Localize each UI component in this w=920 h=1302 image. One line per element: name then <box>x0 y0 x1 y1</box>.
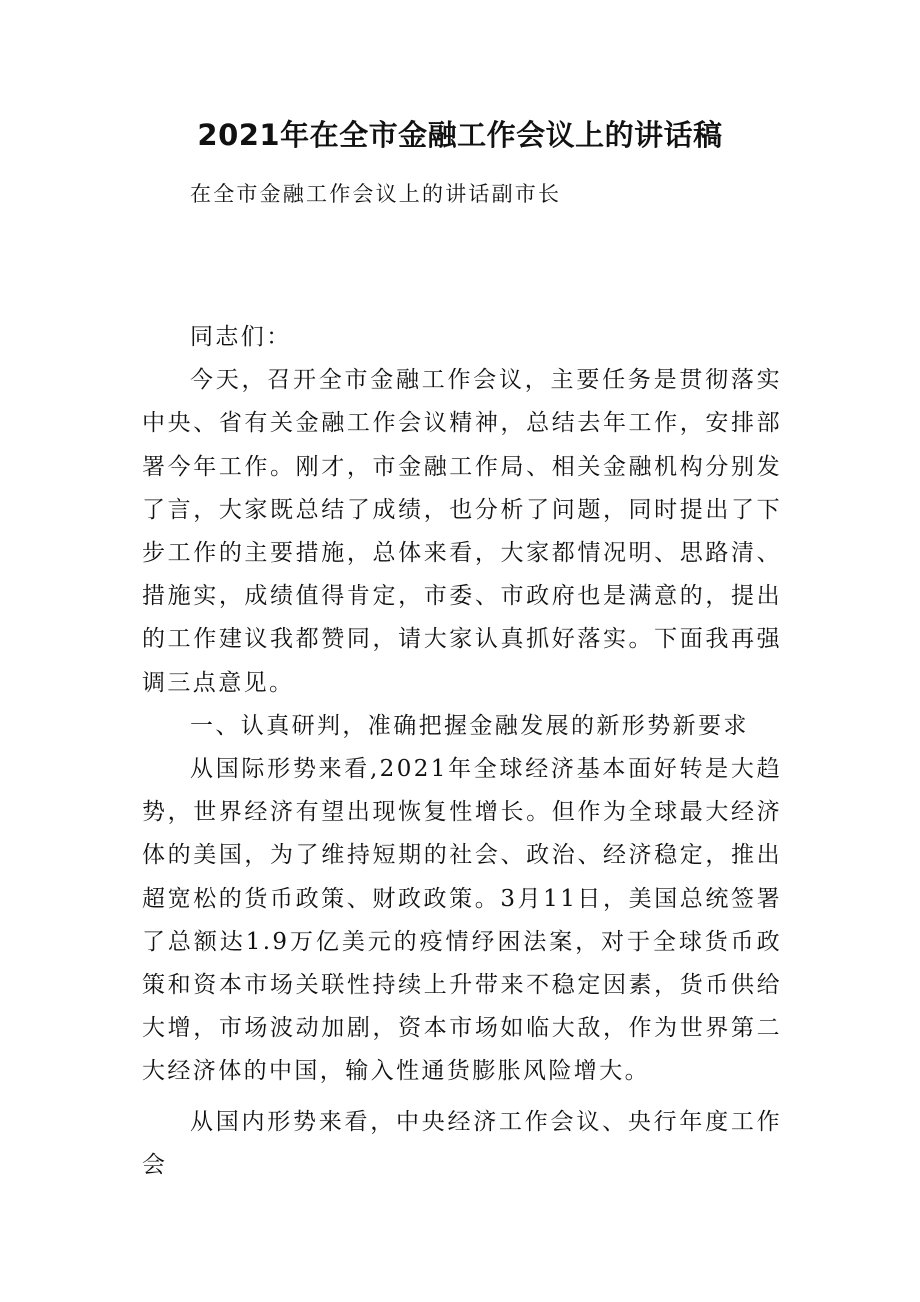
paragraph-salutation: 同志们： <box>190 324 292 350</box>
paragraph-intro: 今天，召开全市金融工作会议，主要任务是贯彻落实中央、省有关金融工作会议精神，总结去年工作，安排部署今年工作。刚才，市金融工作局、相关金融机构分别发了言，大家既总结了成绩，也分析了问题，同时提出了下步工作的主要措施，总体来看，大家都情况明、思路清、措施实，成绩值得肯定，市委、市政府也是满意的，提出的工作建议我都赞同，请大家认真抓好落实。下面我再强调三点意见。 <box>142 367 782 696</box>
document-title: 2021年在全市金融工作会议上的讲话稿 <box>197 118 723 152</box>
document-body <box>142 316 782 1187</box>
paragraph-international: 从国际形势来看,2021年全球经济基本面好转是大趋势，世界经济有望出现恢复性增长。但作为全球最大经济体的美国，为了维持短期的社会、政治、经济稳定，推出超宽松的货币政策、财政政策。3月11日，美国总统签署了总额达1.9万亿美元的疫情纾困法案，对于全球货币政策和资本市场关联性持续上升带来不稳定因素，货币供给大增，市场波动加剧，资本市场如临大敌，作为世界第二大经济体的中国，输入性通货膨胀风险增大。 <box>142 756 782 1085</box>
document-subtitle: 在全市金融工作会议上的讲话副市长 <box>190 182 562 206</box>
section-heading-1: 一、认真研判，准确把握金融发展的新形势新要求 <box>190 712 749 739</box>
paragraph-domestic: 从国内形势来看，中央经济工作会议、央行年度工作会 <box>142 1108 782 1178</box>
